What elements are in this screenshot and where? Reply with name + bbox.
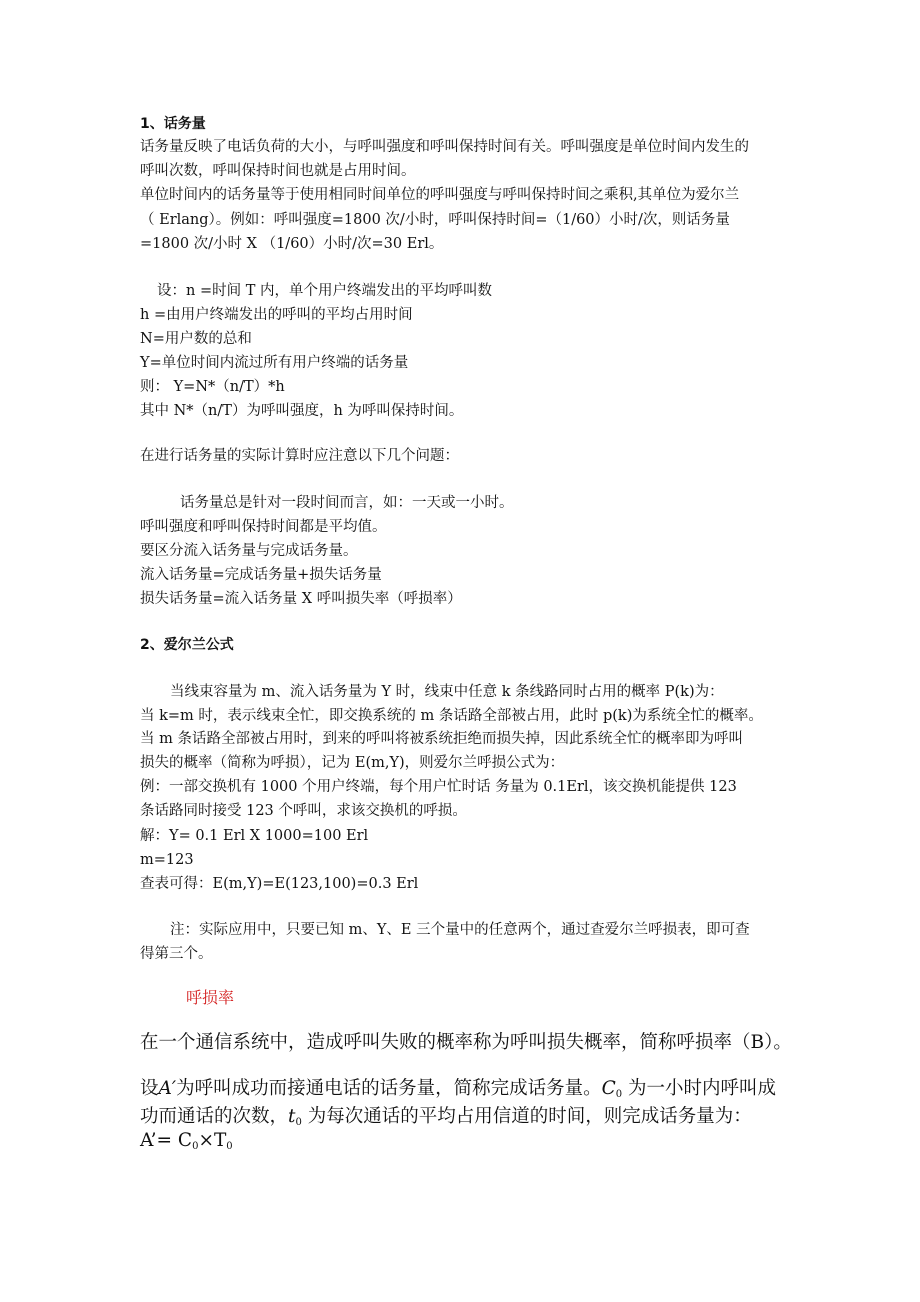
text-run: A’= C — [140, 1130, 193, 1151]
paragraph-line: 当线束容量为 m、流入话务量为 Y 时，线束中任意 k 条线路同时占用的概率 P(k)为： — [170, 684, 724, 700]
point-line: 要区分流入话务量与完成话务量。 — [140, 543, 358, 559]
paragraph-line: （ Erlang）。例如：呼叫强度=1800 次/小时，呼叫保持时间=（1/60）小时/次，则话务量 — [140, 212, 730, 228]
paragraph-line: 损失的概率（简称为呼损），记为 E(m,Y)，则爱尔兰呼损公式为： — [140, 755, 565, 771]
note-line: 在进行话务量的实际计算时应注意以下几个问题： — [140, 448, 459, 464]
definition-line: h =由用户终端发出的呼叫的平均占用时间 — [140, 307, 413, 323]
section2-heading: 2、爱尔兰公式 — [140, 637, 234, 653]
text-run: 为呼叫成功而接通电话的话务量，简称完成话务量。 — [176, 1078, 602, 1099]
paragraph-line: 在一个通信系统中，造成呼叫失败的概率称为呼叫损失概率，简称呼损率（B）。 — [140, 1032, 792, 1053]
subscript: 0 — [226, 1141, 233, 1152]
paragraph-line: 当 k=m 时，表示线束全忙，即交换系统的 m 条话路全部被占用，此时 p(k)为系统全忙的概率。 — [140, 708, 763, 724]
paragraph-line: =1800 次/小时 X （1/60）小时/次=30 Erl。 — [140, 236, 444, 252]
solution-line: 查表可得：E(m,Y)=E(123,100)=0.3 Erl — [140, 876, 419, 892]
remark-line: 注：实际应用中，只要已知 m、Y、E 三个量中的任意两个，通过查爱尔兰呼损表，即可查 — [170, 922, 750, 938]
point-line: 流入话务量=完成话务量+损失话务量 — [140, 567, 382, 583]
solution-line: m=123 — [140, 852, 194, 868]
formula-line: 则： Y=N*（n/T）*h — [140, 379, 285, 395]
remark-line: 得第三个。 — [140, 946, 213, 962]
subscript: 0 — [192, 1141, 199, 1152]
point-line: 呼叫强度和呼叫保持时间都是平均值。 — [140, 519, 387, 535]
text-run: 设 — [140, 1078, 159, 1099]
symbol-a-prime: A′ — [158, 1078, 177, 1099]
formula-line — [140, 1127, 233, 1161]
definition-line: 设：n =时间 T 内，单个用户终端发出的平均呼叫数 — [157, 283, 492, 299]
example-line: 条话路同时接受 123 个呼叫，求该交换机的呼损。 — [140, 803, 467, 819]
definition-line: Y=单位时间内流过所有用户终端的话务量 — [140, 355, 409, 371]
point-line: 话务量总是针对一段时间而言，如：一天或一小时。 — [180, 495, 514, 511]
paragraph-line: 单位时间内的话务量等于使用相同时间单位的呼叫强度与呼叫保持时间之乘积,其单位为爱尔兰 — [140, 187, 740, 203]
symbol-t0: t — [288, 1106, 296, 1127]
text-run: 为每次通话的平均占用信道的时间，则完成话务量为： — [301, 1106, 752, 1127]
example-line: 例：一部交换机有 1000 个用户终端，每个用户忙时话 务量为 0.1Erl，该交换机能提供 123 — [140, 779, 737, 795]
definition-line: 其中 N*（n/T）为呼叫强度，h 为呼叫保持时间。 — [140, 403, 464, 419]
symbol-c0: C — [601, 1078, 616, 1099]
paragraph-line: 当 m 条话路全部被占用时，到来的呼叫将被系统拒绝而损失掉，因此系统全忙的概率即为呼叫 — [140, 731, 743, 747]
paragraph-line: 话务量反映了电话负荷的大小，与呼叫强度和呼叫保持时间有关。呼叫强度是单位时间内发生的 — [140, 139, 749, 155]
subscript: 0 — [615, 1089, 623, 1100]
text-run: 为一小时内呼叫成 — [622, 1078, 777, 1099]
text-run: ×T — [198, 1130, 227, 1151]
paragraph-line: 呼叫次数，呼叫保持时间也就是占用时间。 — [140, 163, 416, 179]
point-line: 损失话务量=流入话务量 X 呼叫损失率（呼损率） — [140, 591, 462, 607]
text-run: 功而通话的次数， — [140, 1106, 289, 1127]
solution-line: 解：Y= 0.1 Erl X 1000=100 Erl — [140, 828, 369, 844]
section1-heading: 1、话务量 — [140, 116, 206, 132]
section3-title: 呼损率 — [186, 988, 235, 1007]
subscript: 0 — [295, 1117, 302, 1128]
definition-line: N=用户数的总和 — [140, 331, 252, 347]
